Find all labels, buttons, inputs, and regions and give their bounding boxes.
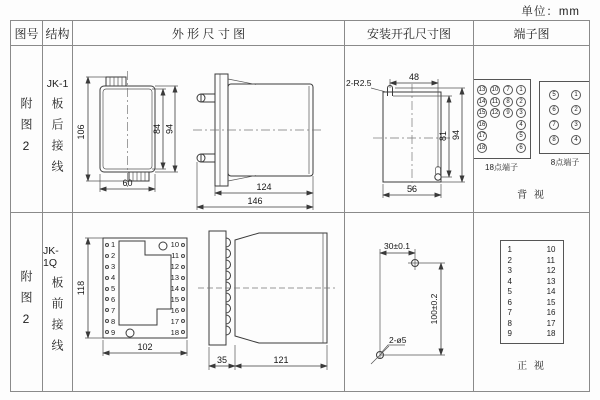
row2-model: JK-1Q: [43, 244, 59, 269]
terminal-dot-icon: [105, 330, 109, 334]
terminal-marker: 3: [105, 263, 120, 271]
dim-121-label: 121: [273, 355, 289, 365]
dim-106-label: 106: [76, 124, 86, 140]
terminal-number: 2: [507, 255, 512, 265]
terminal-marker: 13: [158, 274, 185, 282]
terminal-marker: 5: [105, 285, 120, 293]
terminal-number: 10: [546, 245, 556, 254]
row2-mounting-drawing: [345, 213, 473, 390]
row1-outline-drawing: [73, 46, 344, 212]
dim-100-label: 100±0.2: [429, 293, 439, 325]
terminal-number: 1: [507, 245, 512, 254]
dim-56-label: 56: [406, 184, 418, 194]
row1-wiring-type: 板后接线: [50, 96, 64, 181]
terminal-dot-icon: [105, 276, 109, 280]
dim-94-mount-label: 94: [451, 129, 461, 141]
terminal-grid-8: [539, 81, 589, 154]
terminal-circle: 7: [503, 85, 513, 95]
header-figure-col: 图号: [11, 21, 43, 46]
terminal-18-label: 18点端子: [485, 162, 518, 172]
dim-30-label: 30±0.1: [384, 241, 410, 251]
header-structure-col: 结构: [43, 21, 73, 46]
front-right-terminals: [158, 241, 185, 336]
terminal-dot-icon: [181, 276, 185, 280]
terminal-circle: 4: [516, 120, 526, 130]
front-left-terminals: [105, 241, 120, 336]
terminal-circle: 1: [571, 90, 581, 100]
terminal-circle: 4: [571, 135, 581, 145]
terminal-marker: 12: [158, 263, 185, 271]
terminal-circle: 16: [478, 121, 486, 128]
row1-terminal-cell: [474, 46, 589, 213]
slot-radius-label: 2-R2.5: [346, 78, 372, 88]
row1-view-label: 背 视: [517, 189, 546, 201]
terminal-dot-icon: [181, 308, 185, 312]
terminal-circle: 9: [503, 108, 513, 118]
terminal-number: 17: [546, 318, 556, 328]
row2-wiring-type: 板前接线: [50, 275, 64, 360]
row2-structure-cell: [43, 213, 73, 391]
terminal-col-right: [547, 246, 556, 338]
terminal-grid-18: [474, 79, 531, 159]
terminal-marker: 8: [105, 318, 120, 326]
terminal-marker: 7: [105, 307, 120, 315]
row2-outline-cell: [73, 213, 345, 391]
terminal-marker: 18: [158, 329, 185, 337]
terminal-circle: 15: [478, 110, 486, 116]
terminal-marker: 1: [105, 241, 120, 249]
header-mounting-col: 安装开孔尺寸图: [345, 21, 474, 46]
terminal-number: 5: [507, 287, 512, 296]
dim-84-label: 84: [152, 123, 162, 135]
terminal-dot-icon: [181, 330, 185, 334]
row1-outline-cell: [73, 46, 345, 213]
header-terminal-col: 端子图: [474, 21, 589, 46]
terminal-circle: 6: [549, 105, 559, 115]
terminal-circle: 14: [478, 98, 486, 105]
row1-mounting-drawing: [345, 46, 473, 212]
terminal-number: 6: [507, 297, 512, 307]
terminal-circle: 11: [491, 98, 499, 105]
terminal-circle: 2: [516, 97, 526, 107]
terminal-number: 4: [507, 276, 512, 286]
terminal-marker: 15: [158, 296, 185, 304]
terminal-marker: 9: [105, 329, 120, 337]
terminal-dot-icon: [181, 254, 185, 258]
terminal-circle: 8: [503, 97, 513, 107]
terminal-number: 16: [546, 308, 556, 317]
row1-figure-number: 附图2: [19, 96, 33, 162]
terminal-number: 7: [507, 308, 512, 317]
dim-94-label: 94: [164, 123, 175, 135]
dim-81-label: 81: [438, 130, 448, 142]
terminal-number: 18: [546, 329, 556, 338]
dim-102-label: 102: [137, 342, 153, 352]
terminal-circle: 13: [478, 87, 486, 93]
header-outline-col: 外 形 尺 寸 图: [73, 21, 345, 46]
terminal-number: 15: [546, 297, 556, 307]
terminal-marker: 17: [158, 318, 185, 326]
row2-view-label: 正 视: [517, 361, 546, 372]
terminal-dot-icon: [105, 254, 109, 258]
dim-48-label: 48: [408, 72, 420, 82]
terminal-circle: 8: [549, 135, 559, 145]
row2-figure-cell: [11, 213, 43, 391]
terminal-circle: 7: [549, 120, 559, 130]
dim-124-label: 124: [256, 182, 272, 192]
terminal-col-left: [508, 246, 512, 338]
row1-structure-cell: [43, 46, 73, 213]
terminal-marker: 11: [158, 252, 185, 260]
row2-figure-number: 附图2: [19, 269, 33, 335]
row2-terminal-cell: [474, 213, 589, 391]
dim-60-label: 60: [122, 178, 133, 188]
terminal-marker: 14: [158, 285, 185, 293]
terminal-dot-icon: [105, 243, 109, 247]
terminal-circle: 17: [478, 133, 486, 139]
terminal-circle: 6: [516, 143, 526, 153]
dim-146-label: 146: [247, 196, 263, 206]
terminal-dot-icon: [105, 265, 109, 269]
terminal-box-18: [500, 240, 564, 344]
terminal-number: 13: [546, 276, 556, 286]
row1-figure-cell: [11, 46, 43, 213]
terminal-dot-icon: [105, 319, 109, 323]
terminal-marker: 10: [158, 241, 185, 249]
terminal-marker: 6: [105, 296, 120, 304]
terminal-circle: 3: [516, 108, 526, 118]
hole-diameter-label: 2-ø5: [389, 335, 407, 345]
terminal-dot-icon: [181, 319, 185, 323]
terminal-circle: 12: [491, 110, 499, 116]
unit-label: 单位：mm: [521, 6, 580, 18]
terminal-dot-icon: [105, 308, 109, 312]
terminal-circle: 5: [516, 131, 526, 141]
terminal-8-label: 8点端子: [550, 158, 580, 167]
terminal-circle: 5: [549, 90, 559, 100]
row1-model: JK-1: [46, 77, 69, 90]
terminal-number: 9: [507, 329, 512, 338]
terminal-circle: 1: [516, 85, 526, 95]
terminal-circle: 3: [571, 120, 581, 130]
terminal-marker: 16: [158, 307, 185, 315]
terminal-circle: 18: [478, 144, 486, 151]
terminal-marker: 2: [105, 252, 120, 260]
row1-mounting-cell: [345, 46, 474, 213]
dimension-table: [10, 20, 590, 392]
terminal-number: 11: [546, 255, 555, 265]
terminal-number: 12: [546, 266, 556, 275]
terminal-number: 3: [507, 266, 512, 275]
row2-mounting-cell: [345, 213, 474, 391]
terminal-circle: 10: [491, 87, 499, 93]
terminal-dot-icon: [181, 265, 185, 269]
terminal-dot-icon: [181, 287, 185, 291]
terminal-number: 14: [546, 287, 556, 296]
terminal-marker: 4: [105, 274, 120, 282]
terminal-dot-icon: [105, 297, 109, 301]
terminal-number: 8: [507, 318, 512, 328]
dim-35-label: 35: [216, 355, 228, 365]
terminal-circle: 2: [571, 105, 581, 115]
terminal-dot-icon: [105, 287, 109, 291]
terminal-dot-icon: [181, 297, 185, 301]
terminal-dot-icon: [181, 243, 185, 247]
dim-118-label: 118: [76, 280, 86, 296]
